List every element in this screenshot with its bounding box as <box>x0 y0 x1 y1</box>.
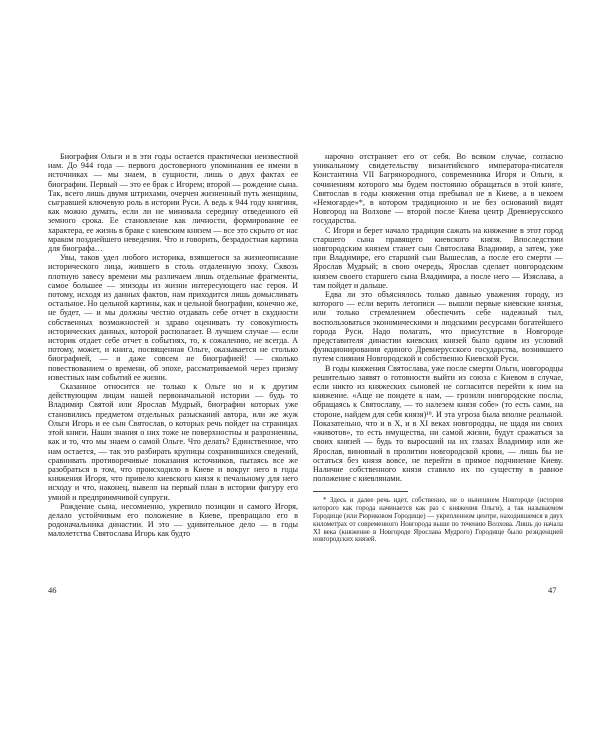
left-paragraph-4: Рождение сына, несомненно, укрепило позиции и самого Игоря, делало устойчивым его положение в Киеве, превращало его в родоначальника династии. И это — удивительное дело — в годы малолетства Святослава Игорь как будто <box>48 501 298 539</box>
left-paragraph-1: Биография Ольги и в эти годы остается практически неизвестной нам. До 944 года — первого достоверного упоминания ее имени в источниках — мы знаем, в сущности, лишь о двух фактах ее биографии. Первый — это ее брак с Игорем; второй — рождение сына. Так, всего лишь двумя штрихами, очерчен жизненный путь женщины, сыгравшей ключевую роль в истории Руси. А ведь к 944 году княгиня, как можно думать, если ли не миновала середину отведенного ей земного срока. Ее становление как личности, формирование ее характера, ее жизнь в браке с киевским князем — все это скрыто от нас мраком позднейшего неведения. Что и говорить, безрадостная картина для биографа… <box>48 152 298 254</box>
right-paragraph-1: нарочно отстраняет его от себя. Во всяком случае, согласно уникальному свидетельству византийского императора-писателя Константина VII Багрянородного, современника Игоря и Ольги, к сочинениям которого мы будем постоянно обращаться в этой книге, Святослав в годы княжения отца пребывал не в Киеве, а в некоем «Немогарде»*, в котором традиционно и не без оснований видят Новгород на Волхове — второй после Киева центр Древнерусского государства. <box>313 152 563 226</box>
left-paragraph-3: Сказанное относится не только к Ольге но и к другим действующим лицам нашей первоначальной истории — будь то Владимир Святой или Ярослав Мудрый, биографии которых уже становились предметом отдельных разысканий автора, или же жуж Ольги Игорь и ее сын Святослав, о которых речь пойдет на страницах этой книги. Наши знания о них тоже не поверхностны и разрозненны, как и то, что мы знаем о самой Ольге. Что делать? Единственное, что нам остается, — так это разбирать крупицы сохранившихся сведений, сравнивать противоречивые показания источников, пытаясь все же разобраться в том, что происходило в Киеве и вокруг него в годы княжения Игоря, что привело киевского князя к печальному для него исходу и что, наконец, вывело на первый план в истории фигуру его умной и предприимчивой супруги. <box>48 382 298 502</box>
right-page-number: 47 <box>548 585 557 595</box>
footnote-divider <box>313 491 408 492</box>
footnote-text: * Здесь и далее речь идет, собственно, не о нынешнем Новгороде (история которого как города начинается как раз с княжения Ольги), а так называемом Городище (или Рюриковом Городище) — укрепленном центре, находившемся в двух километрах от современного Новгорода выше по течению Волхова. Лишь до начала XI века (княжение в Новгороде Ярослава Мудрого) Городище было резиденцией новгородских князей. <box>313 497 563 544</box>
footnote <box>313 497 563 544</box>
right-paragraph-3: Едва ли это объяснялось только давнью уважения городу, из которого — если верить летописи — вышли первые киевские князья, или только стремлением обеспечить себе надежный тыл, воспользоваться экономическими и людскими ресурсами богатейшего города Руси. Надо полагать, что присутствие в Новгороде представителя династии киевских князей было одним из условий функционирования единого Древнерусского государства, возникшего путем слияния Новгородской и собственно Киевской Руси. <box>313 290 563 364</box>
right-paragraph-2: С Игоря и берет начало традиция сажать на княжение в этот город старшего сына правящего киевского князя. Впоследствии новгородским князем станет сын Святослава Владимир, а затем, уже при Владимире, его старший сын Вышеслав, а после его смерти — Ярослав Мудрый; в свою очередь, Ярослав сделает новгородским князем своего старшего сына Владимира, а после него — Изяслава, а там пойдет и дальше. <box>313 225 563 290</box>
right-page <box>313 152 563 544</box>
left-paragraph-2: Увы, таков удел любого историка, взявшегося за жизнеописание исторического лица, жившего в столь отдаленную эпоху. Сквозь плотную завесу времени мы различаем лишь отдельные фрагменты, самое большее — эпизоды из жизни интересующего нас героя. И потому, исходя из данных фактов, нам приходится лишь домысливать остальное. Но цельной картины, как и цельной биографии, конечно же, не будет, — и мы должны честно отдавать себе отчет в скудности собственных возможностей и здраво оценивать ту совокупность исторических данных, которой располагает. В лучшем случае — если историк отдает себе отчет в событиях, то, к сожалению, не всегда. А потому, может, и книга, посвященная Ольге, оказывается не столько биографией, — и даже совсем не биографией! — сколько повествованием о времени, об эпохе, рассматриваемой через призму известных нам событий ее жизни. <box>48 253 298 382</box>
left-page-number: 46 <box>48 585 57 595</box>
right-paragraph-4: В годы княжения Святослава, уже после смерти Ольги, новгородцы решительно заявят о готовности выйти из союза с Киевом в случае, если никто из княжеских сыновей не согласится перейти к ним на княжение. «Аще не поидете к нам, — грозили новгородские послы, обращаясь к Святославу, — то налезем князя собе» (то есть сами, на стороне, найдем для себя князя)¹⁹. И эта угроза была вполне реальной. Показательно, что и в X, и в XI веках новгородцы, не щадя ни своих «животов», то есть имущества, ни самой жизни, будут сражаться за своих князей — будь то выросший на их глазах Владимир или же Ярослав, виновный в пролитии новгородской крови, — лишь бы не остаться без князя вовсе, не перейти в прямое подчинение Киеву. Наличие собственного князя ставило их по существу в равное положение с киевлянами. <box>313 363 563 484</box>
left-page <box>48 152 298 539</box>
